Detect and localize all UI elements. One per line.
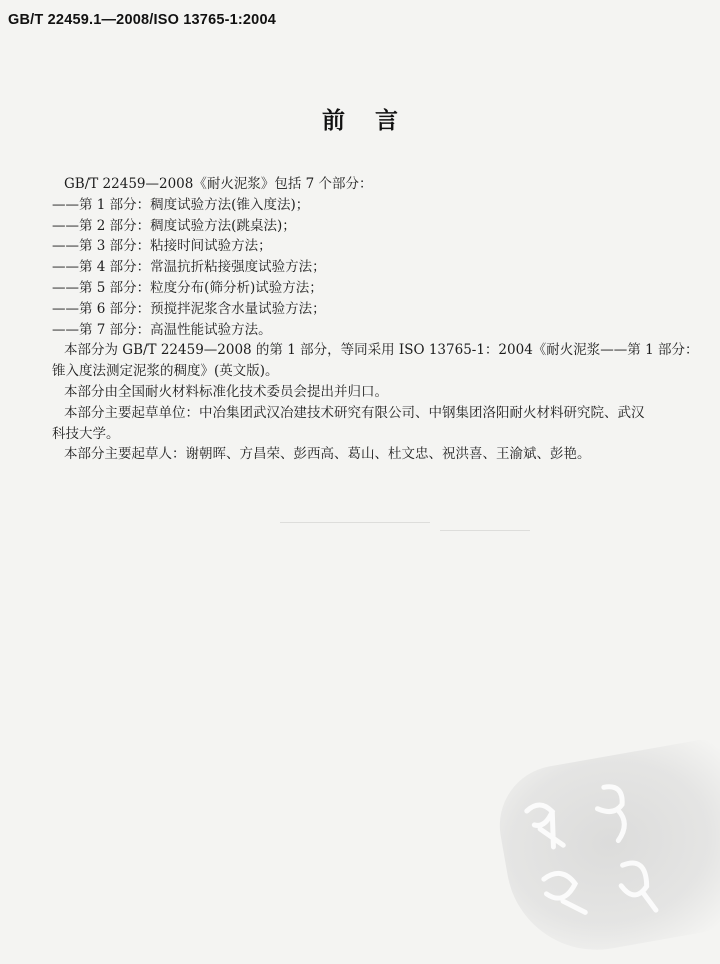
seal-watermark — [490, 736, 720, 964]
adoption-text-line2: 锥入度法测定泥浆的稠度》(英文版)。 — [52, 363, 279, 380]
part-item-6: ——第 6 部分：预搅拌泥浆含水量试验方法； — [52, 300, 326, 317]
part-item-5: ——第 5 部分：粒度分布(筛分析)试验方法； — [52, 279, 323, 296]
part-item-3: ——第 3 部分：粘接时间试验方法； — [52, 238, 272, 255]
part-item-7: ——第 7 部分：高温性能试验方法。 — [52, 321, 272, 338]
part-item-2: ——第 2 部分：稠度试验方法(跳桌法)； — [52, 217, 296, 234]
drafters-text: 本部分主要起草人：谢朝晖、方昌荣、彭西高、葛山、杜文忠、祝洪喜、王渝斌、彭艳。 — [64, 446, 591, 463]
part-item-1: ——第 1 部分：稠度试验方法(锥入度法)； — [52, 196, 310, 213]
page-title: 前言 — [322, 108, 428, 134]
document-body — [52, 174, 699, 465]
faint-scan-mark — [280, 522, 430, 523]
proposed-by-text: 本部分由全国耐火材料标准化技术委员会提出并归口。 — [64, 383, 388, 400]
drafting-units-line1: 本部分主要起草单位：中冶集团武汉冶建技术研究有限公司、中钢集团洛阳耐火材料研究院、武汉 — [64, 404, 645, 421]
part-item-4: ——第 4 部分：常温抗折粘接强度试验方法； — [52, 259, 326, 276]
adoption-text-line1: 本部分为 GB/T 22459—2008 的第 1 部分，等同采用 ISO 13765-1：2004《耐火泥浆——第 1 部分： — [64, 342, 699, 359]
faint-scan-mark — [440, 530, 530, 531]
intro-text: GB/T 22459—2008《耐火泥浆》包括 7 个部分： — [64, 176, 373, 192]
standard-number-header: GB/T 22459.1—2008/ISO 13765-1:2004 — [8, 12, 276, 28]
drafting-units-line2: 科技大学。 — [52, 425, 120, 442]
seal-glyphs-icon — [490, 736, 720, 964]
